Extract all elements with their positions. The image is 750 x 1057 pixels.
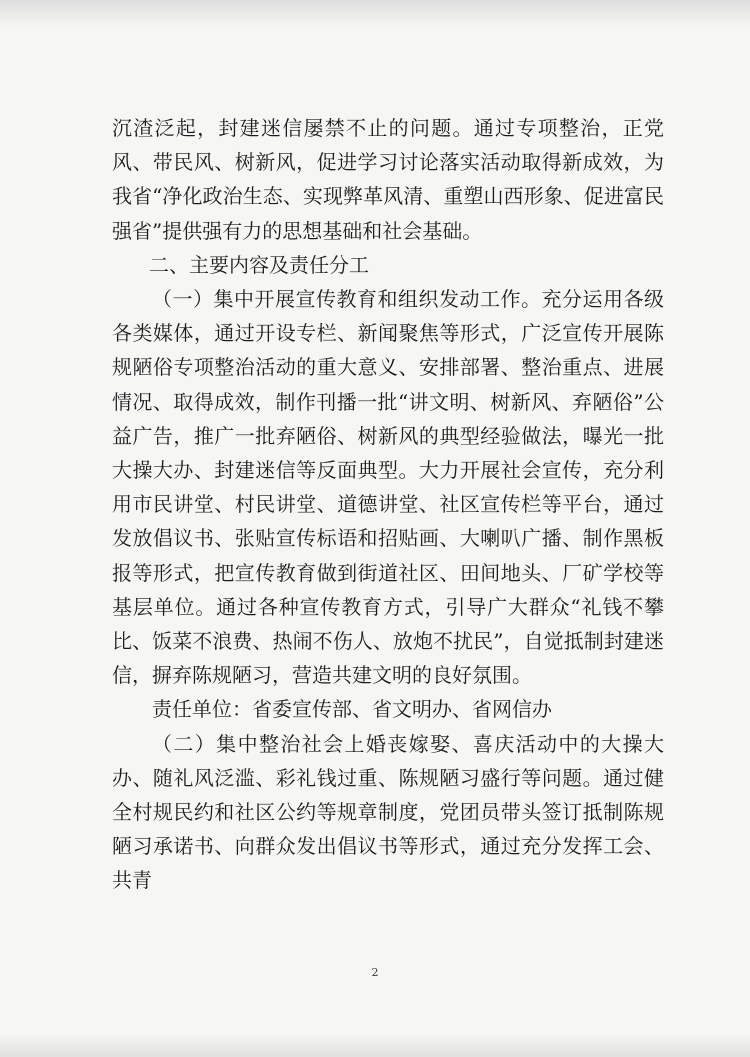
intro-continuation-paragraph: 沉渣泛起，封建迷信屡禁不止的问题。通过专项整治，正党风、带民风、树新风，促进学习讨论落实活动取得新成效，为我省“净化政治生态、实现弊革风清、重塑山西形象、促进富民强省”提供强有力的思想基础和社会基础。 xyxy=(112,116,664,243)
scan-edge-bottom xyxy=(0,1033,750,1057)
document-body xyxy=(112,111,664,898)
item-1-responsibility: 责任单位：省委宣传部、省文明办、省网信办 xyxy=(152,697,552,722)
scan-edge-top xyxy=(0,0,750,28)
page-number: 2 xyxy=(371,966,379,979)
item-1-paragraph: （一）集中开展宣传教育和组织发动工作。充分运用各级各类媒体，通过开设专栏、新闻聚焦等形式，广泛宣传开展陈规陋俗专项整治活动的重大意义、安排部署、整治重点、进展情况、取得成效，制作刊播一批“讲文明、树新风、弃陋俗”公益广告，推广一批弃陋俗、树新风的典型经验做法，曝光一批大操大办、封建迷信等反面典型。大力开展社会宣传，充分利用市民讲堂、村民讲堂、道德讲堂、社区宣传栏等平台，通过发放倡议书、张贴宣传标语和招贴画、大喇叭广播、制作黑板报等形式，把宣传教育做到街道社区、田间地头、厂矿学校等基层单位。通过各种宣传教育方式，引导广大群众“礼钱不攀比、饭菜不浪费、热闹不伤人、放炮不扰民”，自觉抵制封建迷信，摒弃陈规陋习，营造共建文明的良好氛围。 xyxy=(112,287,664,688)
section-heading: 二、主要内容及责任分工 xyxy=(149,252,369,277)
item-2-paragraph: （二）集中整治社会上婚丧嫁娶、喜庆活动中的大操大办、随礼风泛滥、彩礼钱过重、陈规陋习盛行等问题。通过健全村规民约和社区公约等规章制度，党团员带头签订抵制陈规陋习承诺书、向群众发出倡议书等形式，通过充分发挥工会、共青 xyxy=(112,731,664,893)
